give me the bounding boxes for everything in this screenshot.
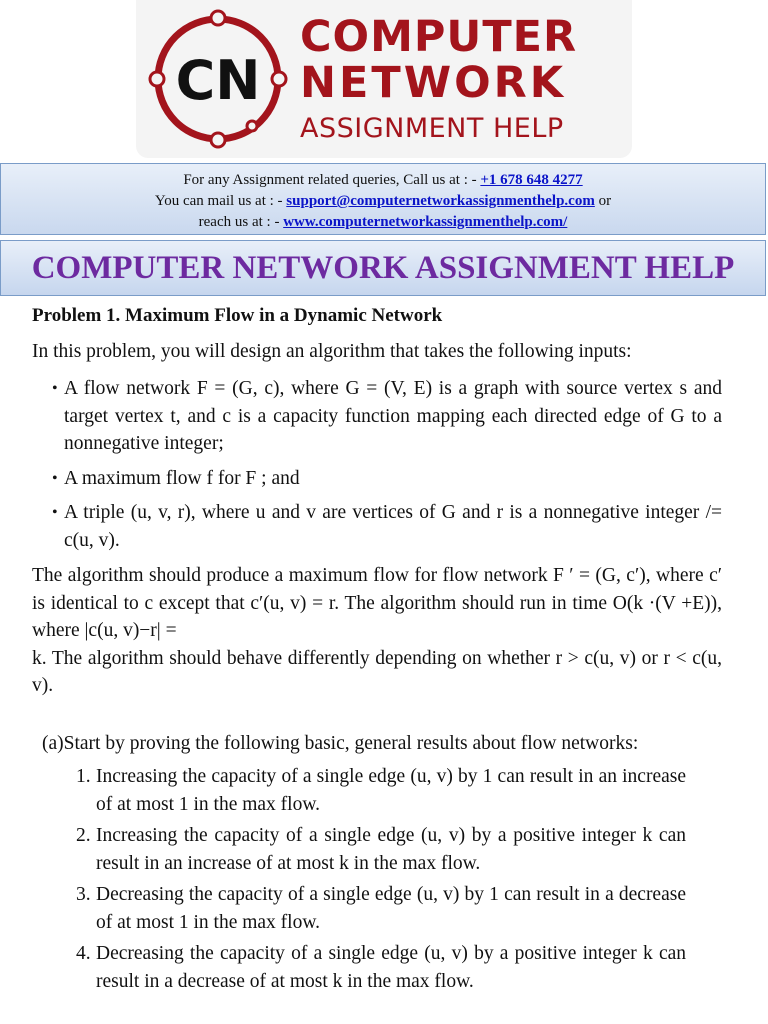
contact-phone-line	[1, 170, 765, 191]
contact-email-suffix: or	[598, 193, 612, 209]
step-item	[32, 763, 686, 818]
list-item-text: A maximum flow f for F ; and	[64, 467, 300, 489]
phone-link[interactable]: +1 678 648 4277	[480, 172, 583, 188]
bullet-icon: •	[52, 380, 58, 397]
part-a-steps	[32, 763, 722, 995]
step-text: Decreasing the capacity of a single edge (u, v) by 1 can result in a decrease of at most 1 in the max flow.	[96, 884, 686, 933]
step-item	[32, 822, 686, 877]
step-number: 1.	[76, 766, 91, 787]
page-title-banner: COMPUTER NETWORK ASSIGNMENT HELP	[0, 240, 766, 296]
contact-website-line	[1, 212, 765, 233]
algorithm-requirement-paragraph	[32, 562, 722, 700]
circuit-ring-logo-icon	[140, 4, 296, 154]
step-item	[32, 881, 686, 936]
logo-line-assignment-help: ASSIGNMENT HELP	[300, 113, 564, 144]
contact-box	[0, 163, 766, 235]
list-item	[32, 375, 722, 458]
list-item	[32, 499, 722, 554]
list-item-text: A triple (u, v, r), where u and v are vertices of G and r is a nonnegative integer /= c(u, v).	[64, 502, 722, 551]
bullet-icon: •	[52, 504, 58, 521]
logo	[136, 0, 632, 158]
email-link[interactable]: support@computernetworkassignmenthelp.com	[286, 193, 595, 209]
bullet-icon: •	[52, 469, 58, 487]
part-a-heading: (a)Start by proving the following basic, general results about flow networks:	[42, 732, 639, 754]
contact-phone-prefix: For any Assignment related queries, Call us at : -	[183, 172, 477, 188]
list-item-text: A flow network F = (G, c), where G = (V, E) is a graph with source vertex s and target vertex t, and c is a capacity function mapping each directed edge of G to a nonnegative integer;	[64, 378, 722, 454]
step-text: Decreasing the capacity of a single edge (u, v) by a positive integer k can result in a decrease of at most k in the max flow.	[96, 943, 686, 992]
contact-website-prefix: reach us at : -	[198, 214, 280, 230]
website-link[interactable]: www.computernetworkassignmenthelp.com/	[283, 214, 568, 230]
step-number: 4.	[76, 943, 91, 964]
document-body	[32, 302, 722, 999]
step-text: Increasing the capacity of a single edge (u, v) by 1 can result in an increase of at most 1 in the max flow.	[96, 766, 686, 815]
problem-intro: In this problem, you will design an algorithm that takes the following inputs:	[32, 340, 632, 362]
step-text: Increasing the capacity of a single edge (u, v) by a positive integer k can result in an increase of at most k in the max flow.	[96, 825, 686, 874]
problem-title: Problem 1. Maximum Flow in a Dynamic Network	[32, 305, 443, 326]
step-item	[32, 940, 686, 995]
contact-email-line	[1, 191, 765, 212]
step-number: 3.	[76, 884, 91, 905]
paragraph-line: The algorithm should produce a maximum flow for flow network F ′ = (G, c′), where c′ is identical to c except that c′(u, v) = r. The algorithm should run in time O(k ·(V +E)), where |c(u, v)−r| =	[32, 565, 722, 641]
list-item	[32, 465, 722, 493]
contact-email-prefix: You can mail us at : -	[154, 193, 283, 209]
logo-line-network: NETWORK	[300, 58, 567, 108]
input-list	[32, 375, 722, 554]
paragraph-line: k. The algorithm should behave differently depending on whether r > c(u, v) or r < c(u, v).	[32, 647, 722, 696]
logo-mark-text: CN	[175, 49, 261, 112]
step-number: 2.	[76, 825, 91, 846]
logo-line-computer: COMPUTER	[300, 12, 578, 62]
